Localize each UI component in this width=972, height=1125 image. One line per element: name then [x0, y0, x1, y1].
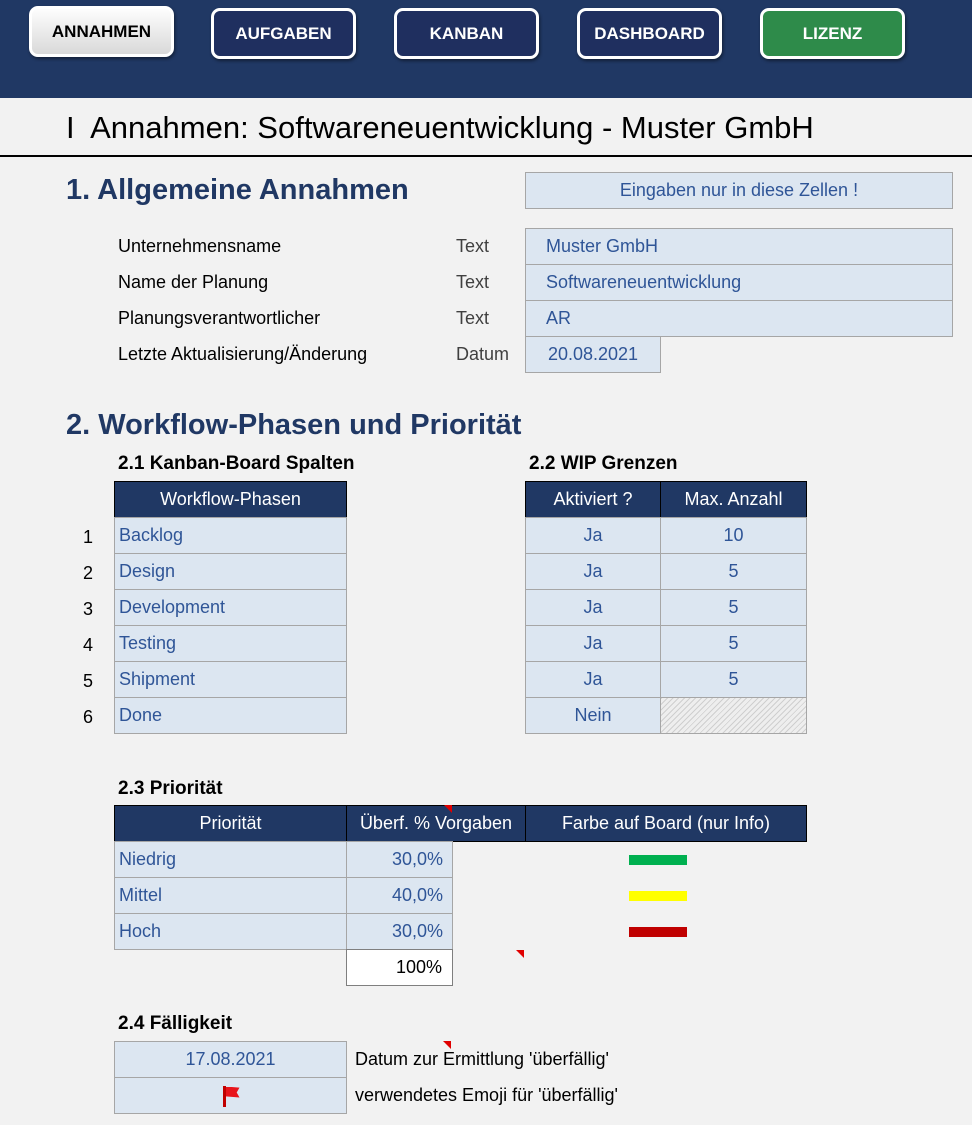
nav-annahmen-button[interactable]: [29, 6, 174, 57]
wip-limits-heading: 2.2 WIP Grenzen: [529, 453, 678, 474]
nav-dashboard-button[interactable]: [577, 8, 722, 59]
wip-max-field[interactable]: 5: [660, 553, 807, 590]
plan-owner-field[interactable]: AR: [525, 300, 953, 337]
label-plan-name: Name der Planung: [118, 272, 269, 292]
label-plan-owner: Planungsverantwortlicher: [118, 308, 321, 328]
nav-annahmen-label: ANNAHMEN: [51, 21, 152, 41]
phase-name-field[interactable]: Testing: [114, 625, 347, 662]
wip-activated-header: Aktiviert ?: [525, 481, 661, 518]
priority-pct-header: Überf. % Vorgaben: [346, 805, 526, 842]
due-date-field[interactable]: 17.08.2021: [114, 1041, 347, 1078]
workflow-phases-header: Workflow-Phasen: [114, 481, 347, 518]
phase-number: 4: [82, 635, 93, 655]
nav-aufgaben-button[interactable]: [211, 8, 356, 59]
priority-pct-field[interactable]: 30,0%: [346, 841, 453, 878]
priority-color-header: Farbe auf Board (nur Info): [525, 805, 807, 842]
phase-name-field[interactable]: Design: [114, 553, 347, 590]
title-divider: [0, 155, 972, 157]
label-last-update: Letzte Aktualisierung/Änderung: [118, 344, 368, 364]
type-plan-owner: Text: [456, 308, 490, 328]
nav-aufgaben-label: AUFGABEN: [235, 23, 332, 43]
priority-pct-field[interactable]: 30,0%: [346, 913, 453, 950]
nav-kanban-button[interactable]: [394, 8, 539, 59]
wip-activated-field[interactable]: Ja: [525, 589, 661, 626]
wip-activated-field[interactable]: Ja: [525, 661, 661, 698]
nav-kanban-label: KANBAN: [429, 23, 504, 43]
wip-activated-field[interactable]: Ja: [525, 517, 661, 554]
comment-indicator[interactable]: [443, 1041, 451, 1049]
wip-max-header: Max. Anzahl: [660, 481, 807, 518]
priority-total-cell: 100%: [346, 949, 453, 986]
wip-max-field[interactable]: 10: [660, 517, 807, 554]
wip-max-disabled-cell: [660, 697, 807, 734]
type-plan-name: Text: [456, 272, 490, 292]
type-company-name: Text: [456, 236, 490, 256]
input-hint-cell: Eingaben nur in diese Zellen !: [525, 172, 953, 209]
top-navigation-bar: [0, 0, 972, 98]
nav-lizenz-button[interactable]: [760, 8, 905, 59]
overdue-emoji-field[interactable]: [114, 1077, 347, 1114]
nav-dashboard-label: DASHBOARD: [594, 23, 705, 43]
priority-heading: 2.3 Priorität: [118, 778, 223, 799]
last-update-field[interactable]: 20.08.2021: [525, 336, 661, 373]
wip-activated-field[interactable]: Nein: [525, 697, 661, 734]
page-title: I Annahmen: Softwareneuentwicklung - Muster GmbH: [66, 110, 814, 145]
priority-color-bar-medium: [629, 891, 687, 901]
type-last-update: Datum: [456, 344, 510, 364]
phase-name-field[interactable]: Development: [114, 589, 347, 626]
wip-max-field[interactable]: 5: [660, 625, 807, 662]
kanban-columns-heading: 2.1 Kanban-Board Spalten: [118, 453, 355, 474]
wip-activated-field[interactable]: Ja: [525, 553, 661, 590]
section2-heading: 2. Workflow-Phasen und Priorität: [66, 409, 522, 441]
nav-lizenz-label: LIZENZ: [802, 23, 863, 43]
phase-number: 1: [82, 527, 93, 547]
comment-indicator[interactable]: [516, 950, 524, 958]
phase-number: 3: [82, 599, 93, 619]
due-date-description: Datum zur Ermittlung 'überfällig': [355, 1049, 609, 1069]
phase-name-field[interactable]: Shipment: [114, 661, 347, 698]
priority-header: Priorität: [114, 805, 347, 842]
phase-name-field[interactable]: Backlog: [114, 517, 347, 554]
priority-name-field[interactable]: Hoch: [114, 913, 347, 950]
priority-color-bar-high: [629, 927, 687, 937]
section1-heading: 1. Allgemeine Annahmen: [66, 174, 409, 206]
plan-name-field[interactable]: Softwareneuentwicklung: [525, 264, 953, 301]
label-company-name: Unternehmensname: [118, 236, 282, 256]
priority-name-field[interactable]: Niedrig: [114, 841, 347, 878]
phase-number: 2: [82, 563, 93, 583]
phase-number: 5: [82, 671, 93, 691]
priority-pct-field[interactable]: 40,0%: [346, 877, 453, 914]
due-heading: 2.4 Fälligkeit: [118, 1013, 233, 1034]
wip-max-field[interactable]: 5: [660, 661, 807, 698]
priority-name-field[interactable]: Mittel: [114, 877, 347, 914]
priority-color-bar-low: [629, 855, 687, 865]
phase-name-field[interactable]: Done: [114, 697, 347, 734]
comment-indicator[interactable]: [444, 805, 452, 813]
overdue-emoji-description: verwendetes Emoji für 'überfällig': [355, 1085, 618, 1105]
wip-max-field[interactable]: 5: [660, 589, 807, 626]
wip-activated-field[interactable]: Ja: [525, 625, 661, 662]
red-flag-icon: [220, 1085, 242, 1107]
phase-number: 6: [82, 707, 93, 727]
company-name-field[interactable]: Muster GmbH: [525, 228, 953, 265]
